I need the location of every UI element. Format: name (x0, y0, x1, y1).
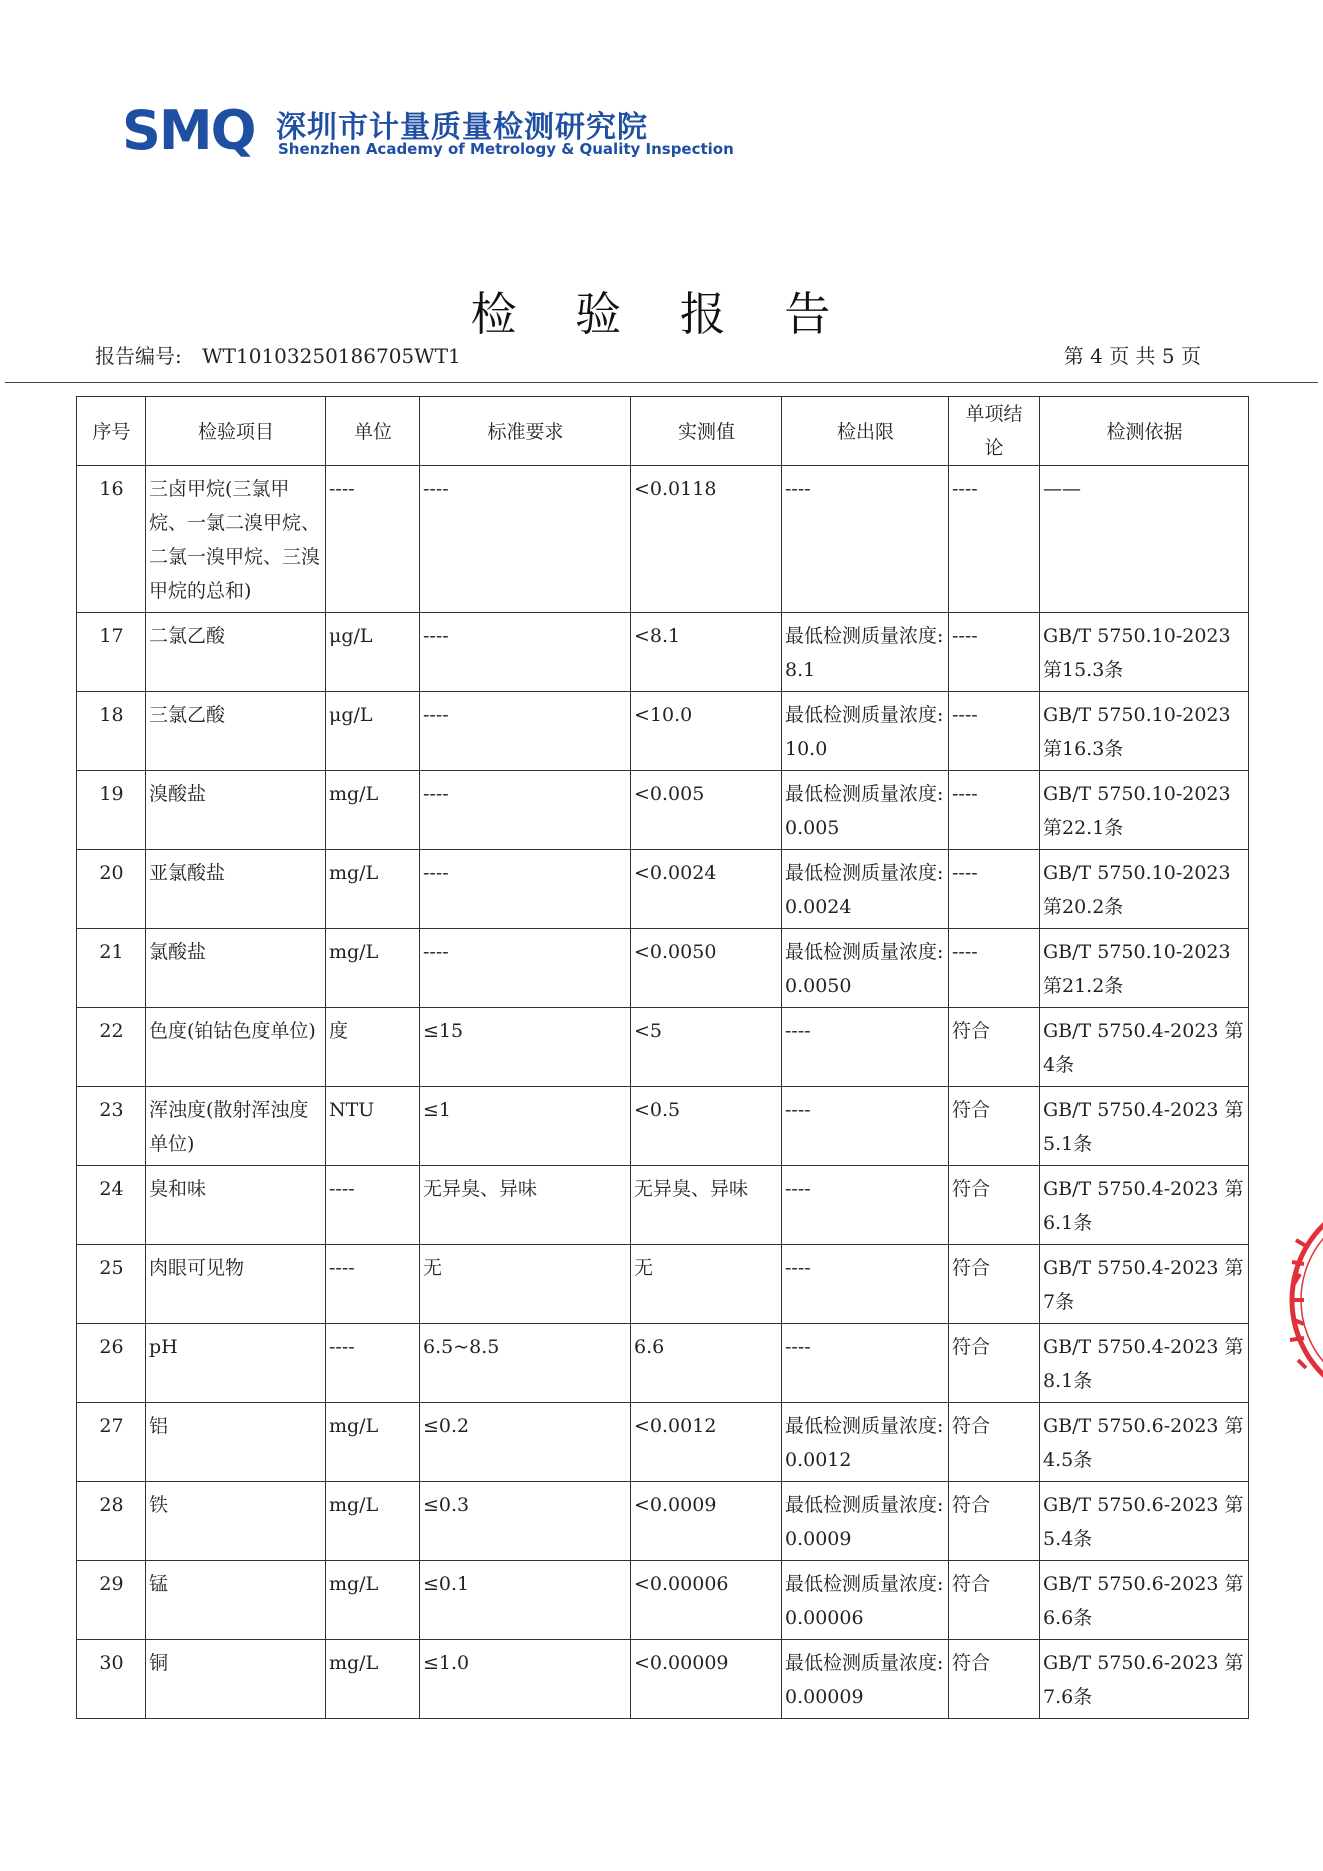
table-row (77, 466, 1249, 613)
report-number-label: 报告编号: (95, 344, 182, 368)
cell-item: 肉眼可见物 (146, 1245, 326, 1324)
cell-item: 亚氯酸盐 (146, 850, 326, 929)
cell-measured: <8.1 (631, 613, 782, 692)
cell-item: 浑浊度(散射浑浊度单位) (146, 1087, 326, 1166)
table-row (77, 1166, 1249, 1245)
cell-standard: ≤0.1 (420, 1561, 631, 1640)
cell-standard: ≤1 (420, 1087, 631, 1166)
cell-measured: <0.0050 (631, 929, 782, 1008)
table-row (77, 1640, 1249, 1719)
page-info: 第 4 页 共 5 页 (1063, 344, 1201, 368)
cell-unit: 度 (326, 1008, 420, 1087)
cell-unit: NTU (326, 1087, 420, 1166)
cell-conclusion: 符合 (949, 1640, 1040, 1719)
table-header-row (77, 397, 1249, 466)
cell-basis: GB/T 5750.4-2023 第4条 (1040, 1008, 1249, 1087)
cell-basis: GB/T 5750.10-2023 第16.3条 (1040, 692, 1249, 771)
cell-measured: <0.00009 (631, 1640, 782, 1719)
table-row (77, 1324, 1249, 1403)
cell-unit: ---- (326, 1324, 420, 1403)
cell-limit: ---- (782, 466, 949, 613)
cell-measured: <0.0118 (631, 466, 782, 613)
cell-measured: <0.005 (631, 771, 782, 850)
col-header-standard: 标准要求 (420, 397, 631, 466)
cell-item: 臭和味 (146, 1166, 326, 1245)
cell-standard: ---- (420, 771, 631, 850)
org-name-cn: 深圳市计量质量检测研究院 (276, 110, 648, 145)
cell-standard: ---- (420, 613, 631, 692)
cell-conclusion: 符合 (949, 1403, 1040, 1482)
cell-unit: mg/L (326, 1640, 420, 1719)
col-header-item: 检验项目 (146, 397, 326, 466)
cell-basis: GB/T 5750.4-2023 第6.1条 (1040, 1166, 1249, 1245)
cell-measured: <0.00006 (631, 1561, 782, 1640)
cell-standard: ---- (420, 466, 631, 613)
org-name-en: Shenzhen Academy of Metrology & Quality Inspection (278, 140, 734, 158)
cell-no: 18 (77, 692, 146, 771)
table-row (77, 1403, 1249, 1482)
logo-mark: SMQ (122, 99, 255, 162)
cell-no: 22 (77, 1008, 146, 1087)
cell-conclusion: ---- (949, 929, 1040, 1008)
page-title: 检 验 报 告 (470, 287, 853, 341)
cell-standard: ≤1.0 (420, 1640, 631, 1719)
cell-basis: GB/T 5750.6-2023 第6.6条 (1040, 1561, 1249, 1640)
cell-no: 29 (77, 1561, 146, 1640)
col-header-measured: 实测值 (631, 397, 782, 466)
col-header-limit: 检出限 (782, 397, 949, 466)
cell-conclusion: 符合 (949, 1166, 1040, 1245)
cell-limit: 最低检测质量浓度:0.0012 (782, 1403, 949, 1482)
cell-measured: <0.5 (631, 1087, 782, 1166)
cell-basis: GB/T 5750.6-2023 第5.4条 (1040, 1482, 1249, 1561)
cell-standard: ---- (420, 929, 631, 1008)
cell-conclusion: ---- (949, 466, 1040, 613)
col-header-no: 序号 (77, 397, 146, 466)
inspection-table (76, 396, 1249, 1719)
cell-item: 铁 (146, 1482, 326, 1561)
cell-measured: <0.0024 (631, 850, 782, 929)
cell-conclusion: ---- (949, 613, 1040, 692)
cell-no: 26 (77, 1324, 146, 1403)
report-number-block (95, 340, 475, 369)
cell-item: 二氯乙酸 (146, 613, 326, 692)
cell-basis: GB/T 5750.4-2023 第8.1条 (1040, 1324, 1249, 1403)
cell-unit: ---- (326, 466, 420, 613)
col-header-unit: 单位 (326, 397, 420, 466)
cell-unit: μg/L (326, 613, 420, 692)
cell-no: 27 (77, 1403, 146, 1482)
cell-item: 溴酸盐 (146, 771, 326, 850)
cell-measured: <0.0009 (631, 1482, 782, 1561)
cell-conclusion: ---- (949, 692, 1040, 771)
cell-conclusion: 符合 (949, 1482, 1040, 1561)
cell-limit: ---- (782, 1166, 949, 1245)
cell-unit: mg/L (326, 929, 420, 1008)
cell-limit: ---- (782, 1008, 949, 1087)
cell-conclusion: 符合 (949, 1245, 1040, 1324)
cell-measured: <5 (631, 1008, 782, 1087)
cell-measured: <10.0 (631, 692, 782, 771)
cell-standard: 6.5~8.5 (420, 1324, 631, 1403)
cell-item: 氯酸盐 (146, 929, 326, 1008)
cell-standard: ---- (420, 692, 631, 771)
seal-stamp (1282, 1170, 1323, 1430)
cell-limit: ---- (782, 1087, 949, 1166)
cell-no: 17 (77, 613, 146, 692)
cell-basis: GB/T 5750.10-2023 第15.3条 (1040, 613, 1249, 692)
cell-item: 三卤甲烷(三氯甲烷、一氯二溴甲烷、二氯一溴甲烷、三溴甲烷的总和) (146, 466, 326, 613)
cell-unit: mg/L (326, 771, 420, 850)
cell-basis: GB/T 5750.4-2023 第7条 (1040, 1245, 1249, 1324)
cell-basis: GB/T 5750.6-2023 第7.6条 (1040, 1640, 1249, 1719)
cell-unit: mg/L (326, 1561, 420, 1640)
cell-item: 铜 (146, 1640, 326, 1719)
cell-limit: 最低检测质量浓度:0.005 (782, 771, 949, 850)
cell-limit: ---- (782, 1245, 949, 1324)
org-logo (122, 99, 734, 162)
cell-limit: 最低检测质量浓度:0.0050 (782, 929, 949, 1008)
col-header-basis: 检测依据 (1040, 397, 1249, 466)
cell-no: 28 (77, 1482, 146, 1561)
cell-limit: 最低检测质量浓度:0.0024 (782, 850, 949, 929)
cell-conclusion: ---- (949, 771, 1040, 850)
table-row (77, 1561, 1249, 1640)
col-header-conclusion: 单项结论 (949, 397, 1040, 466)
cell-conclusion: 符合 (949, 1561, 1040, 1640)
cell-basis: GB/T 5750.6-2023 第4.5条 (1040, 1403, 1249, 1482)
cell-no: 16 (77, 466, 146, 613)
cell-no: 30 (77, 1640, 146, 1719)
cell-unit: ---- (326, 1166, 420, 1245)
cell-standard: ≤0.3 (420, 1482, 631, 1561)
cell-measured: <0.0012 (631, 1403, 782, 1482)
cell-basis: —— (1040, 466, 1249, 613)
cell-limit: 最低检测质量浓度:8.1 (782, 613, 949, 692)
cell-limit: 最低检测质量浓度:0.00009 (782, 1640, 949, 1719)
table-row (77, 613, 1249, 692)
cell-no: 19 (77, 771, 146, 850)
cell-conclusion: ---- (949, 850, 1040, 929)
cell-no: 23 (77, 1087, 146, 1166)
cell-basis: GB/T 5750.10-2023 第20.2条 (1040, 850, 1249, 929)
cell-measured: 无异臭、异味 (631, 1166, 782, 1245)
cell-unit: ---- (326, 1245, 420, 1324)
cell-unit: mg/L (326, 1403, 420, 1482)
cell-item: 色度(铂钴色度单位) (146, 1008, 326, 1087)
cell-conclusion: 符合 (949, 1008, 1040, 1087)
cell-unit: mg/L (326, 850, 420, 929)
cell-standard: 无异臭、异味 (420, 1166, 631, 1245)
table-row (77, 771, 1249, 850)
cell-item: 铝 (146, 1403, 326, 1482)
cell-unit: μg/L (326, 692, 420, 771)
cell-no: 21 (77, 929, 146, 1008)
cell-standard: ---- (420, 850, 631, 929)
cell-conclusion: 符合 (949, 1087, 1040, 1166)
header-divider (5, 382, 1318, 383)
cell-limit: 最低检测质量浓度:10.0 (782, 692, 949, 771)
table-row (77, 1482, 1249, 1561)
cell-standard: ≤15 (420, 1008, 631, 1087)
cell-standard: ≤0.2 (420, 1403, 631, 1482)
cell-no: 20 (77, 850, 146, 929)
cell-limit: 最低检测质量浓度:0.00006 (782, 1561, 949, 1640)
cell-measured: 6.6 (631, 1324, 782, 1403)
table-row (77, 929, 1249, 1008)
report-meta (95, 340, 1201, 369)
cell-basis: GB/T 5750.10-2023 第21.2条 (1040, 929, 1249, 1008)
cell-basis: GB/T 5750.4-2023 第5.1条 (1040, 1087, 1249, 1166)
cell-standard: 无 (420, 1245, 631, 1324)
cell-no: 25 (77, 1245, 146, 1324)
report-number: WT10103250186705WT1 (202, 344, 461, 368)
cell-item: 锰 (146, 1561, 326, 1640)
cell-unit: mg/L (326, 1482, 420, 1561)
table-row (77, 1008, 1249, 1087)
cell-item: 三氯乙酸 (146, 692, 326, 771)
cell-basis: GB/T 5750.10-2023 第22.1条 (1040, 771, 1249, 850)
table-row (77, 692, 1249, 771)
cell-item: pH (146, 1324, 326, 1403)
table-row (77, 1245, 1249, 1324)
cell-no: 24 (77, 1166, 146, 1245)
cell-limit: ---- (782, 1324, 949, 1403)
table-row (77, 1087, 1249, 1166)
cell-conclusion: 符合 (949, 1324, 1040, 1403)
cell-limit: 最低检测质量浓度:0.0009 (782, 1482, 949, 1561)
table-row (77, 850, 1249, 929)
cell-measured: 无 (631, 1245, 782, 1324)
